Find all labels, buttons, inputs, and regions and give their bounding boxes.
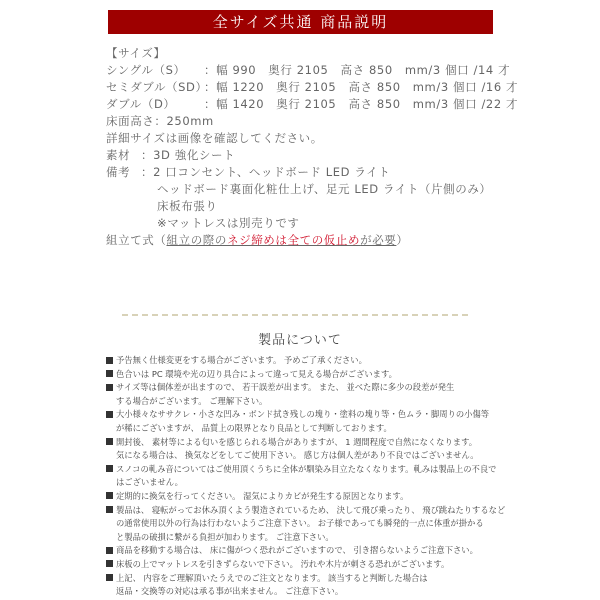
note-text: の通常使用以外の行為は行わないようご注意下さい。 お子様であっても瞬発的一点に体重が掛かる (116, 518, 484, 529)
spec-section (106, 45, 519, 249)
material-row (106, 147, 506, 164)
note-line (106, 558, 506, 572)
note-line (106, 354, 506, 368)
note-text: 返品・交換等の対応は承る事が出来ません。 ご注意下さい。 (116, 586, 344, 597)
square-bullet-icon (106, 438, 113, 445)
note-line (106, 422, 506, 436)
note-text: 色合いは PC 環境や光の辺り具合によって違って見える場合がございます。 (116, 368, 397, 379)
size-label: ダブル（D） (106, 97, 176, 111)
product-notes-list (106, 354, 506, 599)
note-line (106, 381, 506, 395)
square-bullet-icon (106, 370, 113, 377)
note-text: 開封後、 素材等による匂いを感じられる場合がありますが、 1 週間程度で自然になくなります。 (116, 436, 477, 447)
material-value: ：3D 強化シート (141, 148, 236, 162)
square-bullet-icon (106, 357, 113, 364)
note-line (106, 476, 506, 490)
note-line (106, 368, 506, 382)
remarks-label: 備考 (106, 165, 131, 179)
assembly-row (106, 232, 506, 249)
remarks-row (106, 164, 506, 181)
square-bullet-icon (106, 560, 113, 567)
page-header-band (108, 10, 493, 34)
size-value: ：幅 990 奥行 2105 高さ 850 mm/3 個口 /14 才 (204, 63, 511, 77)
note-text: 上記、 内容をご理解頂いたうえでのご注文となります。 該当すると判断した場合は (116, 572, 428, 583)
assembly-underlined (167, 233, 397, 247)
note-text: サイズ等は個体差が出ますので、 若干誤差が出ます。 また、 並べた際に多少の段差が発生 (116, 382, 455, 393)
size-value: ：幅 1220 奥行 2105 高さ 850 mm/3 個口 /16 才 (204, 80, 519, 94)
floor-height: 床面高さ：250mm (106, 114, 214, 128)
size-label: セミダブル（SD） (106, 80, 208, 94)
remarks-line: 床板布張り (157, 199, 218, 213)
assembly-suffix: ） (396, 233, 409, 247)
note-text: する場合がございます。 ご理解下さい。 (116, 395, 268, 406)
square-bullet-icon (106, 547, 113, 554)
square-bullet-icon (106, 506, 113, 513)
section-title: 製品について (258, 333, 342, 348)
assembly-highlight: ネジ締めは全ての仮止め (227, 233, 361, 247)
remarks-value: ：2 口コンセント、ヘッドボード LED ライト (141, 165, 391, 179)
note-text: 予告無く仕様変更をする場合がございます。 予めご了承ください。 (116, 355, 367, 365)
square-bullet-icon (106, 384, 113, 391)
note-line (106, 436, 506, 450)
size-row-semi-double (106, 79, 519, 96)
note-text: 商品を移動する場合は、 床に傷がつく恐れがございますので、 引き摺らないようご注意下さい。 (116, 545, 478, 556)
note-line (106, 572, 506, 586)
note-text: 気になる場合は、 換気などをしてご使用下さい。 感じ方は個人差があり不良ではございません。 (116, 450, 479, 461)
note-line (106, 395, 506, 409)
square-bullet-icon (106, 492, 113, 499)
note-text: と製品の破損に繋がる負担が加わります。 ご注意下さい。 (116, 531, 334, 542)
page-title: 全サイズ共通 商品説明 (212, 13, 389, 31)
size-row-single (106, 62, 511, 79)
note-text: 定期的に換気を行ってください。 湿気によりカビが発生する原因となります。 (116, 490, 409, 501)
square-bullet-icon (106, 574, 113, 581)
size-row-double (106, 96, 519, 113)
square-bullet-icon (106, 411, 113, 418)
size-heading: 【サイズ】 (106, 46, 166, 60)
assembly-prefix: 組立て式（ (106, 233, 167, 247)
square-bullet-icon (106, 465, 113, 472)
note-line (106, 517, 506, 531)
note-text: スノコの軋み音についてはご使用頂くうちに全体が馴染み目立たなくなります。軋みは製品上の不良で (116, 463, 497, 474)
note-line (106, 504, 506, 518)
note-text: が稀にございますが、 品質上の限界となり良品として判断しております。 (116, 422, 392, 433)
assembly-plain: 組立の際の (166, 233, 227, 247)
remarks-line: ※マットレスは別売りです (157, 216, 300, 230)
material-label: 素材 (106, 148, 131, 162)
note-line (106, 531, 506, 545)
size-value: ：幅 1420 奥行 2105 高さ 850 mm/3 個口 /22 才 (204, 97, 519, 111)
note-line (106, 544, 506, 558)
note-line (106, 408, 506, 422)
note-text: はございません。 (116, 477, 183, 488)
note-text: 大小様々なササクレ・小さな凹み・ボンド拭き残しの塊り・塗料の塊り等・色ムラ・脚周りの小傷等 (116, 409, 490, 420)
assembly-tail: が必要 (360, 233, 397, 247)
note-line (106, 463, 506, 477)
note-text: 床板の上でマットレスを引きずらないで下さい。 汚れや木片が刺さる恐れがございます。 (116, 558, 450, 569)
note-text: 製品は、 寝転がってお休み頂くよう製造されているため、 決して飛び乗ったり、 飛び跳ねたりするなど (116, 504, 506, 515)
size-label: シングル（S） (106, 63, 186, 77)
note-line (106, 449, 506, 463)
detail-note: 詳細サイズは画像を確認してください。 (106, 131, 323, 145)
note-line (106, 585, 506, 599)
remarks-line: ヘッドボード裏面化粧仕上げ、足元 LED ライト（片側のみ） (157, 182, 492, 196)
note-line (106, 490, 506, 504)
dashed-divider (122, 314, 468, 316)
